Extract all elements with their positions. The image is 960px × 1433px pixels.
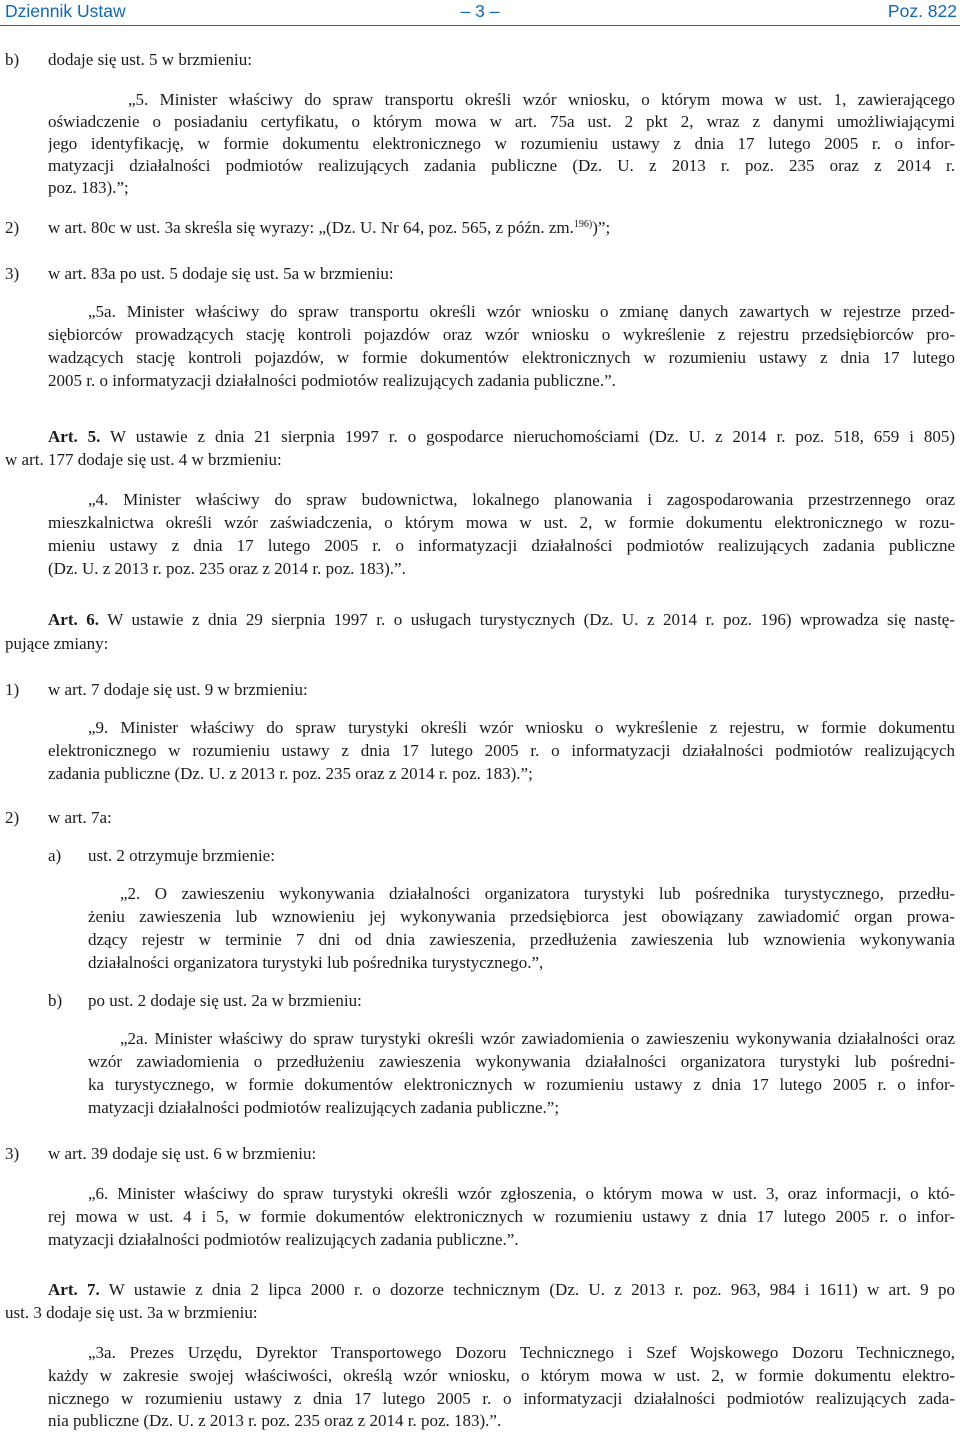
paragraph-line: dzący rejestr w terminie 7 dni od dnia zawieszenia, przedłużenia zawieszenia lub wznowienia wykonywania <box>88 930 955 949</box>
list-label: a) <box>48 846 62 865</box>
header-divider <box>0 25 960 26</box>
paragraph-line: „4. Minister właściwy do spraw budownictwa, lokalnego planowania i zagospodarowania przestrzennego oraz <box>88 490 955 509</box>
list-label: 2) <box>5 218 20 237</box>
footnote-reference: 196) <box>573 219 593 230</box>
list-label: b) <box>5 50 20 69</box>
list-label: 3) <box>5 264 20 283</box>
list-item-text: w art. 7 dodaje się ust. 9 w brzmieniu: <box>48 680 308 699</box>
paragraph-line: mieszkalnictwa określi wzór zaświadczenia, o którym mowa w ust. 2, w formie dokumentu elektronicznego w rozu- <box>48 513 955 532</box>
paragraph-line: poz. 183).”; <box>48 178 129 197</box>
paragraph-line: ust. 3 dodaje się ust. 3a w brzmieniu: <box>5 1303 258 1322</box>
paragraph-line: „5a. Minister właściwy do spraw transportu określi wzór wniosku o zmianę danych zawartych w rejestrze przed- <box>88 302 955 321</box>
paragraph-line: siębiorców prowadzących stację kontroli pojazdów oraz wzór wniosku o wykreślenie z rejestru przedsiębiorców pro- <box>48 325 955 344</box>
journal-title: Dziennik Ustaw <box>5 1 126 21</box>
page-number: – 3 – <box>460 1 500 21</box>
paragraph-line: „5. Minister właściwy do spraw transportu określi wzór wniosku, o którym mowa w ust. 1, zawierającego <box>128 90 955 109</box>
paragraph-line: „2a. Minister właściwy do spraw turystyki określi wzór zawiadomienia o zawieszeniu wykonywania działalności oraz <box>120 1029 955 1048</box>
paragraph-line: wadzących stację kontroli pojazdów, w formie dokumentów elektronicznych w rozumieniu ustawy z dnia 17 lutego <box>48 348 955 367</box>
list-label: 2) <box>5 808 20 827</box>
paragraph-line: zadania publiczne (Dz. U. z 2013 r. poz. 235 oraz z 2014 r. poz. 183).”; <box>48 764 533 783</box>
list-label: b) <box>48 991 63 1010</box>
list-label: 3) <box>5 1144 20 1163</box>
paragraph-line: oświadczenie o posiadaniu certyfikatu, o którym mowa w art. 75a ust. 2 pkt 2, wraz z danymi umożliwiającymi <box>48 112 955 131</box>
list-label: 1) <box>5 680 20 699</box>
paragraph-line: w art. 177 dodaje się ust. 4 w brzmieniu: <box>5 450 282 469</box>
article-6-line: Art. 6. W ustawie z dnia 29 sierpnia 1997 r. o usługach turystycznych (Dz. U. z 2014 r. poz. 196) wprowadza się nastę- <box>48 610 955 629</box>
list-item-text: dodaje się ust. 5 w brzmieniu: <box>48 50 252 69</box>
article-5-label: Art. 5. <box>48 427 101 446</box>
paragraph-line: ka turystycznego, w formie dokumentów elektronicznych w rozumieniu ustawy z dnia 17 lutego 2005 r. o infor- <box>88 1075 955 1094</box>
paragraph-line: matyzacji działalności podmiotów realizujących zadania publiczne (Dz. U. z 2013 r. poz. 235 oraz z 2014 r. <box>48 156 955 175</box>
list-item-text: w art. 39 dodaje się ust. 6 w brzmieniu: <box>48 1144 317 1163</box>
paragraph-line: mieniu ustawy z dnia 17 lutego 2005 r. o informatyzacji działalności podmiotów realizujących zadania publiczne <box>48 536 955 555</box>
paragraph-line: „9. Minister właściwy do spraw turystyki określi wzór wniosku o wykreślenie z rejestru, w formie dokumentu <box>88 718 955 737</box>
list-item-text: w art. 7a: <box>48 808 112 827</box>
paragraph-line: „6. Minister właściwy do spraw turystyki określi wzór zgłoszenia, o którym mowa w ust. 3, oraz informacji, o któ- <box>88 1184 955 1203</box>
paragraph-line: 2005 r. o informatyzacji działalności podmiotów realizujących zadania publiczne.”. <box>48 371 616 390</box>
paragraph-line: nia publiczne (Dz. U. z 2013 r. poz. 235 oraz z 2014 r. poz. 183).”. <box>48 1411 502 1430</box>
paragraph-line: nicznego w rozumieniu ustawy z dnia 17 lutego 2005 r. o informatyzacji działalności podmiotów realizujących zada- <box>48 1389 955 1408</box>
paragraph-line: wzór zawiadomienia o przedłużeniu zawieszenia wykonywania działalności organizatora turystyki lub pośredni- <box>88 1052 955 1071</box>
article-7-line: Art. 7. W ustawie z dnia 2 lipca 2000 r. o dozorze technicznym (Dz. U. z 2013 r. poz. 963, 984 i 1611) w art. 9 po <box>48 1280 955 1299</box>
list-item-text: ust. 2 otrzymuje brzmienie: <box>88 846 275 865</box>
paragraph-line: każdy w zakresie swojej właściwości, określą wzór wniosku, o którym mowa w ust. 2, w formie dokumentu elektro- <box>48 1366 955 1385</box>
paragraph-line: rej mowa w ust. 4 i 5, w formie dokumentów elektronicznych w rozumieniu ustawy z dnia 17 lutego 2005 r. o infor- <box>48 1207 955 1226</box>
paragraph-line: „2. O zawieszeniu wykonywania działalności organizatora turystyki lub pośrednika turystycznego, przedłu- <box>120 884 955 903</box>
position-number: Poz. 822 <box>887 1 957 21</box>
article-7-label: Art. 7. <box>48 1280 100 1299</box>
paragraph-line: matyzacji działalności podmiotów realizujących zadania publiczne.”; <box>88 1098 560 1117</box>
list-item-text: po ust. 2 dodaje się ust. 2a w brzmieniu: <box>88 991 362 1010</box>
article-6-label: Art. 6. <box>48 610 100 629</box>
article-5-line: Art. 5. W ustawie z dnia 21 sierpnia 1997 r. o gospodarce nieruchomościami (Dz. U. z 2014 r. poz. 518, 659 i 805) <box>48 427 955 446</box>
list-item-text: w art. 83a po ust. 5 dodaje się ust. 5a w brzmieniu: <box>48 264 394 283</box>
list-item-text: w art. 80c w ust. 3a skreśla się wyrazy: „(Dz. U. Nr 64, poz. 565, z późn. zm.$^{196)}$)”; <box>48 218 611 237</box>
paragraph-line: „3a. Prezes Urzędu, Dyrektor Transportowego Dozoru Technicznego i Szef Wojskowego Dozoru Technicznego, <box>88 1343 955 1362</box>
paragraph-line: jego identyfikację, w formie dokumentu elektronicznego w rozumieniu ustawy z dnia 17 lutego 2005 r. o infor- <box>48 134 955 153</box>
paragraph-line: działalności organizatora turystyki lub pośrednika turystycznego.”, <box>88 953 544 972</box>
paragraph-line: matyzacji działalności podmiotów realizujących zadania publiczne.”. <box>48 1230 519 1249</box>
page-header <box>0 0 960 26</box>
paragraph-line: (Dz. U. z 2013 r. poz. 235 oraz z 2014 r. poz. 183).”. <box>48 559 406 578</box>
paragraph-line: żeniu zawieszenia lub wznowieniu jej wykonywania przedsiębiorca jest obowiązany zawiadomić organ prowa- <box>88 907 955 926</box>
paragraph-line: elektronicznego w rozumieniu ustawy z dnia 17 lutego 2005 r. o informatyzacji działalności podmiotów realizujących <box>48 741 955 760</box>
paragraph-line: pujące zmiany: <box>5 634 109 653</box>
